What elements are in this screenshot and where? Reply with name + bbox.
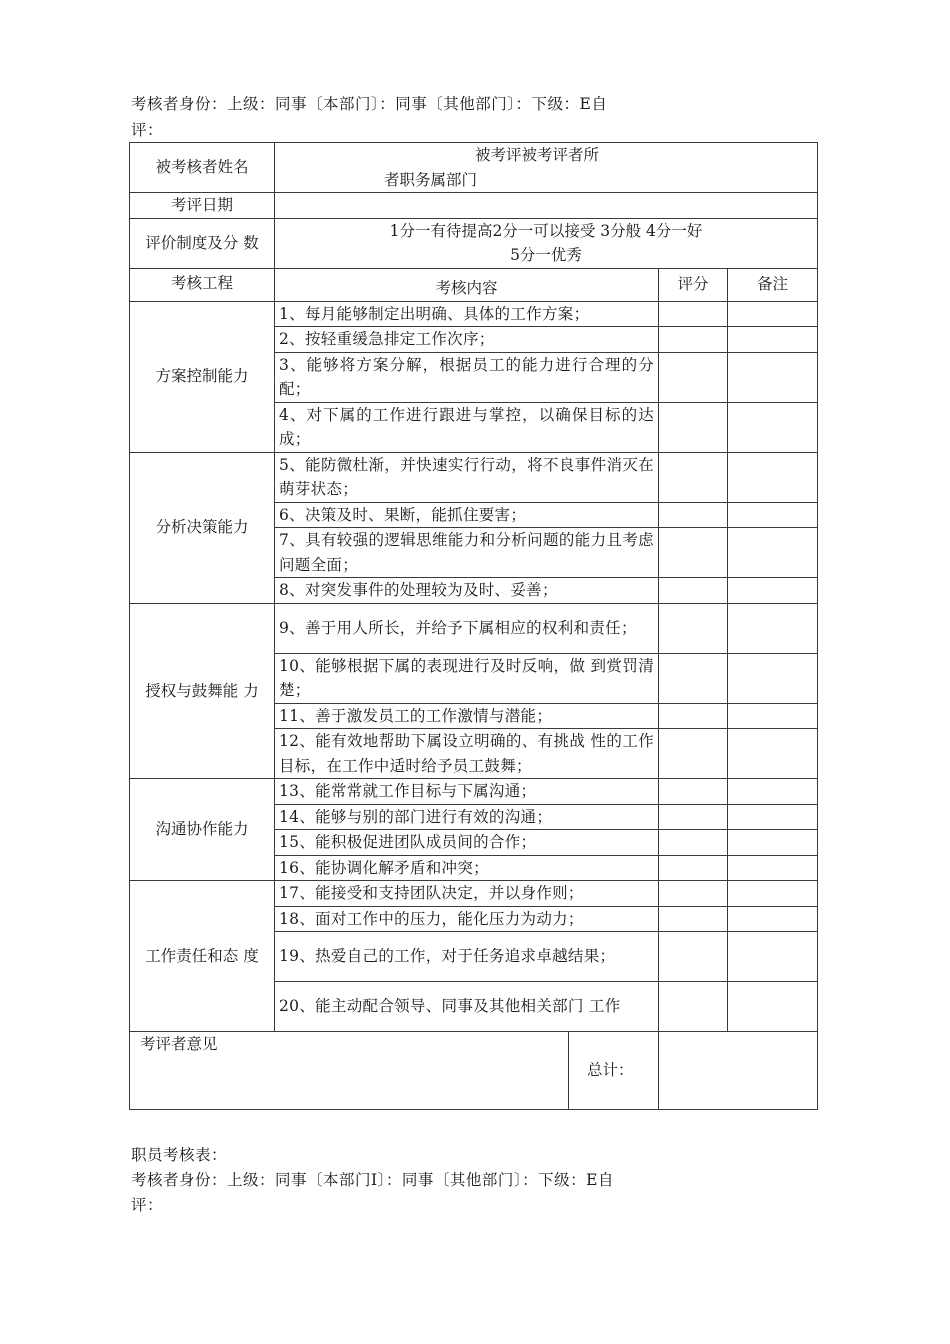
evaluator-identity-line-cont: 评：: [131, 121, 164, 139]
score-cell[interactable]: [659, 830, 728, 856]
remark-cell[interactable]: [728, 703, 818, 729]
remark-cell[interactable]: [728, 906, 818, 932]
remark-column-header: 备注: [728, 268, 818, 301]
criterion-item: 19、热爱自己的工作，对于任务追求卓越结果；: [275, 932, 659, 982]
criterion-item: 5、能防微杜渐，并快速实行行动，将不良事件消灭在萌芽状态；: [275, 452, 659, 502]
evaluator-identity-line-2-cont: 评：: [131, 1196, 164, 1214]
evaluator-opinion-cell[interactable]: [130, 1032, 569, 1110]
evaluation-table: [129, 142, 818, 1110]
score-column-header: 评分: [659, 268, 728, 301]
criterion-item: 17、能接受和支持团队决定，并以身作则；: [275, 881, 659, 907]
remark-cell[interactable]: [728, 578, 818, 604]
remark-cell[interactable]: [728, 603, 818, 653]
remark-cell[interactable]: [728, 452, 818, 502]
criterion-item: 11、善于激发员工的工作激情与潜能；: [275, 703, 659, 729]
criterion-item: 1、每月能够制定出明确、具体的工作方案；: [275, 301, 659, 327]
score-cell[interactable]: [659, 603, 728, 653]
criterion-item: 20、能主动配合领导、同事及其他相关部门 工作: [275, 982, 659, 1032]
remark-cell[interactable]: [728, 327, 818, 353]
category-name: 方案控制能力: [130, 301, 275, 452]
remark-cell[interactable]: [728, 528, 818, 578]
score-cell[interactable]: [659, 804, 728, 830]
score-cell[interactable]: [659, 653, 728, 703]
staff-evaluation-title: 职员考核表：: [131, 1146, 228, 1164]
total-label: 总计：: [569, 1032, 659, 1110]
score-cell[interactable]: [659, 402, 728, 452]
remark-cell[interactable]: [728, 804, 818, 830]
category-name: 授权与鼓舞能 力: [130, 603, 275, 779]
score-cell[interactable]: [659, 982, 728, 1032]
remark-cell[interactable]: [728, 653, 818, 703]
remark-cell[interactable]: [728, 402, 818, 452]
score-cell[interactable]: [659, 932, 728, 982]
remark-cell[interactable]: [728, 855, 818, 881]
criterion-item: 14、能够与别的部门进行有效的沟通；: [275, 804, 659, 830]
employee-dept-line1: 被考评被考评者所: [475, 146, 600, 164]
score-cell[interactable]: [659, 906, 728, 932]
score-cell[interactable]: [659, 703, 728, 729]
criterion-item: 15、能积极促进团队成员间的合作；: [275, 830, 659, 856]
scoring-system-desc: [275, 218, 818, 268]
criterion-item: 4、对下属的工作进行跟进与掌控，以确保目标的达成；: [275, 402, 659, 452]
criterion-item: 13、能常常就工作目标与下属沟通；: [275, 779, 659, 805]
remark-cell[interactable]: [728, 502, 818, 528]
criterion-item: 6、决策及时、果断，能抓住要害；: [275, 502, 659, 528]
scoring-line1: 1分一有待提高2分一可以接受 3分般 4分一好: [389, 221, 703, 240]
remark-cell[interactable]: [728, 932, 818, 982]
score-cell[interactable]: [659, 352, 728, 402]
score-cell[interactable]: [659, 502, 728, 528]
evaluation-date-label: 考评日期: [130, 193, 275, 219]
score-cell[interactable]: [659, 578, 728, 604]
category-name: 沟通协作能力: [130, 779, 275, 881]
content-column-header: 考核内容: [275, 268, 659, 301]
score-cell[interactable]: [659, 327, 728, 353]
score-cell[interactable]: [659, 528, 728, 578]
total-value-cell[interactable]: [659, 1032, 818, 1110]
score-cell[interactable]: [659, 881, 728, 907]
remark-cell[interactable]: [728, 352, 818, 402]
remark-cell[interactable]: [728, 881, 818, 907]
criterion-item: 10、能够根据下属的表现进行及时反响，做 到赏罚清楚；: [275, 653, 659, 703]
criterion-item: 12、能有效地帮助下属设立明确的、有挑战 性的工作目标，在工作中适时给予员工鼓舞；: [275, 729, 659, 779]
project-column-header: 考核工程: [130, 268, 275, 301]
criterion-item: 3、能够将方案分解，根据员工的能力进行合理的分配；: [275, 352, 659, 402]
category-name: 分析决策能力: [130, 452, 275, 603]
criterion-item: 7、具有较强的逻辑思维能力和分析问题的能力且考虑问题全面；: [275, 528, 659, 578]
criterion-item: 16、能协调化解矛盾和冲突；: [275, 855, 659, 881]
criterion-item: 18、面对工作中的压力，能化压力为动力；: [275, 906, 659, 932]
remark-cell[interactable]: [728, 779, 818, 805]
scoring-line2: 5分一优秀: [510, 246, 582, 264]
remark-cell[interactable]: [728, 830, 818, 856]
remark-cell[interactable]: [728, 301, 818, 327]
evaluator-identity-line-2: 考核者身份：上级：同事〔本部门I〕：同事〔其他部门〕：下级：E自: [131, 1171, 614, 1189]
criterion-item: 8、对突发事件的处理较为及时、妥善；: [275, 578, 659, 604]
score-cell[interactable]: [659, 729, 728, 779]
employee-dept-cell: [275, 143, 818, 193]
score-cell[interactable]: [659, 779, 728, 805]
score-cell[interactable]: [659, 452, 728, 502]
score-cell[interactable]: [659, 855, 728, 881]
employee-name-label: 被考核者姓名: [130, 143, 275, 193]
scoring-system-label: 评价制度及分 数: [130, 218, 275, 268]
evaluation-date-value[interactable]: [275, 193, 818, 219]
criterion-item: 2、按轻重缓急排定工作次序；: [275, 327, 659, 353]
evaluator-opinion-label: 考评者意见: [140, 1035, 218, 1053]
evaluator-identity-line: 考核者身份：上级：同事〔本部门〕：同事〔其他部门〕：下级：E自: [131, 95, 608, 113]
employee-dept-line2: 者职务属部门: [384, 170, 478, 189]
remark-cell[interactable]: [728, 729, 818, 779]
remark-cell[interactable]: [728, 982, 818, 1032]
score-cell[interactable]: [659, 301, 728, 327]
criterion-item: 9、善于用人所长，并给予下属相应的权利和责任；: [275, 603, 659, 653]
category-name: 工作责任和态 度: [130, 881, 275, 1032]
